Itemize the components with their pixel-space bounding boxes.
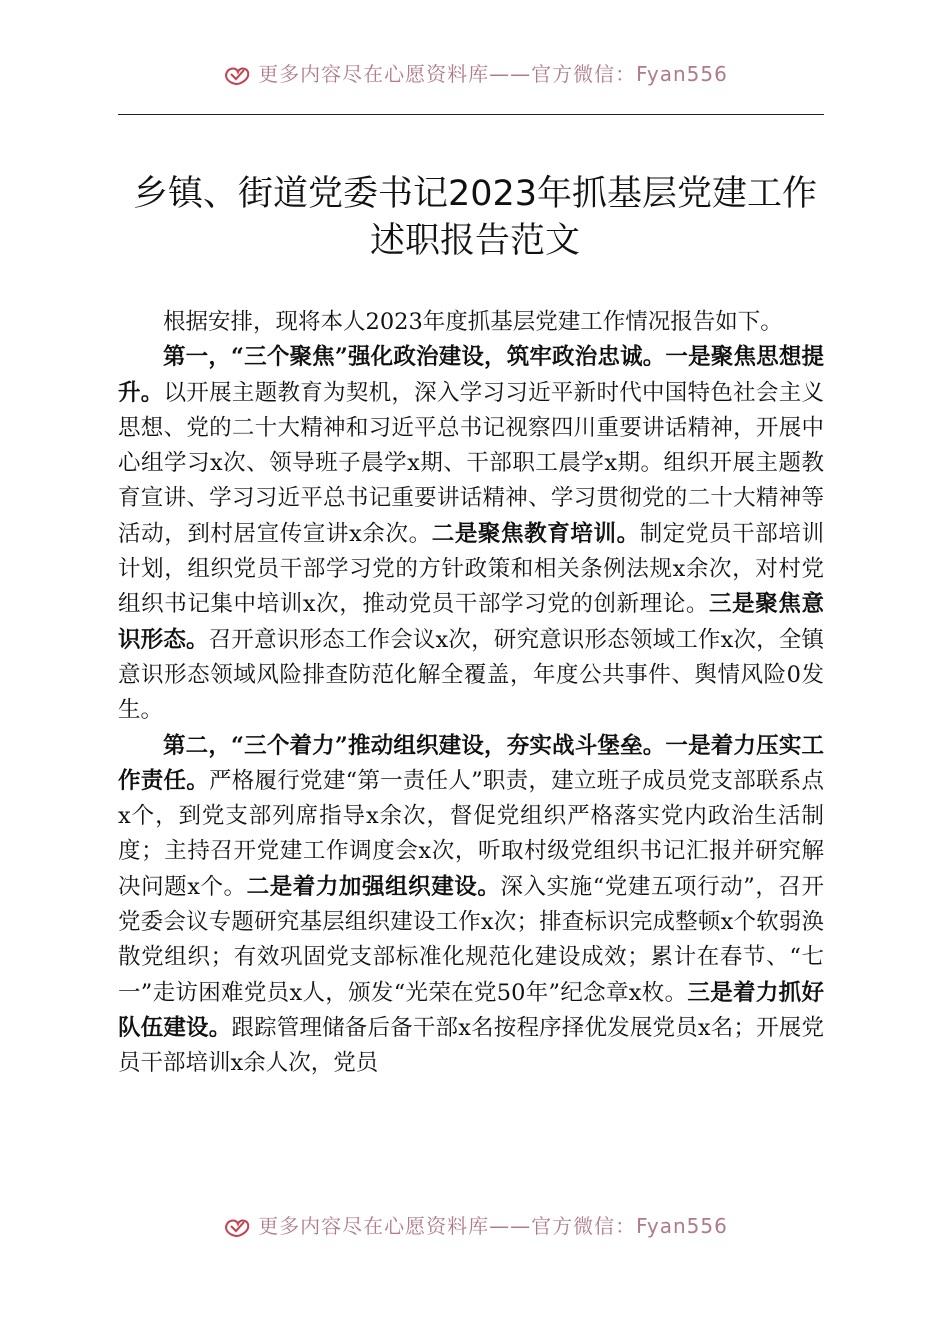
paragraph-text: 根据安排，现将本人2023年度抓基层党建工作情况报告如下。: [163, 309, 783, 335]
paragraph-text: 召开意识形态工作会议x次，研究意识形态领域工作x次，全镇意识形态领域风险排查防范化解全覆盖，年度公共事件、舆情风险0发生。: [118, 626, 824, 724]
bold-heading-text: 三是聚焦意识形态。: [118, 591, 824, 653]
header-divider: [118, 114, 824, 115]
paragraph-text: 制定党员干部培训计划，组织党员干部学习党的方针政策和相关条例法规x余次，对村党组织书记集中培训x次，推动党员干部学习党的创新理论。: [118, 520, 824, 618]
watermark-text: 更多内容尽在心愿资料库——官方微信：Fyan556: [258, 1213, 728, 1238]
page-title-line1: 乡镇、街道党委书记2023年抓基层党建工作: [132, 174, 818, 214]
body-paragraph: [118, 729, 824, 1082]
bold-heading-text: 二是着力加强组织建设。: [246, 873, 501, 900]
document-body: [118, 305, 824, 1082]
bold-heading-text: 三是着力抓好队伍建设。: [118, 979, 824, 1041]
body-paragraph: [118, 340, 824, 728]
watermark-footer: [0, 1204, 950, 1244]
watermark-header: [0, 52, 950, 92]
bold-heading-text: 二是聚焦教育培训。: [431, 520, 640, 547]
watermark-logo-icon: [222, 62, 252, 86]
page-title-line2: 述职报告范文: [369, 221, 580, 261]
body-paragraph: [118, 305, 824, 340]
paragraph-text: 深入实施“党建五项行动”，召开党委会议专题研究基层组织建设工作x次；排查标识完成整顿x个软弱涣散党组织；有效巩固党支部标准化规范化建设成效；累计在春节、“七一”走访困难党员x人，颁发“光荣在党50年”纪念章x枚。: [118, 873, 824, 1006]
paragraph-text: 以开展主题教育为契机，深入学习习近平新时代中国特色社会主义思想、党的二十大精神和习近平总书记视察四川重要讲话精神，开展中心组学习x次、领导班子晨学x期、干部职工晨学x期。组织开展主题教育宣讲、学习习近平总书记重要讲话精神、学习贯彻党的二十大精神等活动，到村居宣传宣讲x余次。: [118, 379, 824, 547]
bold-heading-text: 第二，“三个着力”推动组织建设，夯实战斗堡垒。一是着力压实工作责任。: [118, 732, 824, 794]
watermark-text: 更多内容尽在心愿资料库——官方微信：Fyan556: [258, 61, 728, 86]
watermark-logo-icon: [222, 1214, 252, 1238]
paragraph-text: 严格履行党建“第一责任人”职责，建立班子成员党支部联系点x个，到党支部列席指导x余次，督促党组织严格落实党内政治生活制度；主持召开党建工作调度会x次，听取村级党组织书记汇报并研究解决问题x个。: [118, 767, 824, 900]
bold-heading-text: 第一，“三个聚焦”强化政治建设，筑牢政治忠诚。一是聚焦思想提升。: [118, 344, 824, 406]
paragraph-text: 跟踪管理储备后备干部x名按程序择优发展党员x名；开展党员干部培训x余人次，党员: [118, 1014, 824, 1077]
